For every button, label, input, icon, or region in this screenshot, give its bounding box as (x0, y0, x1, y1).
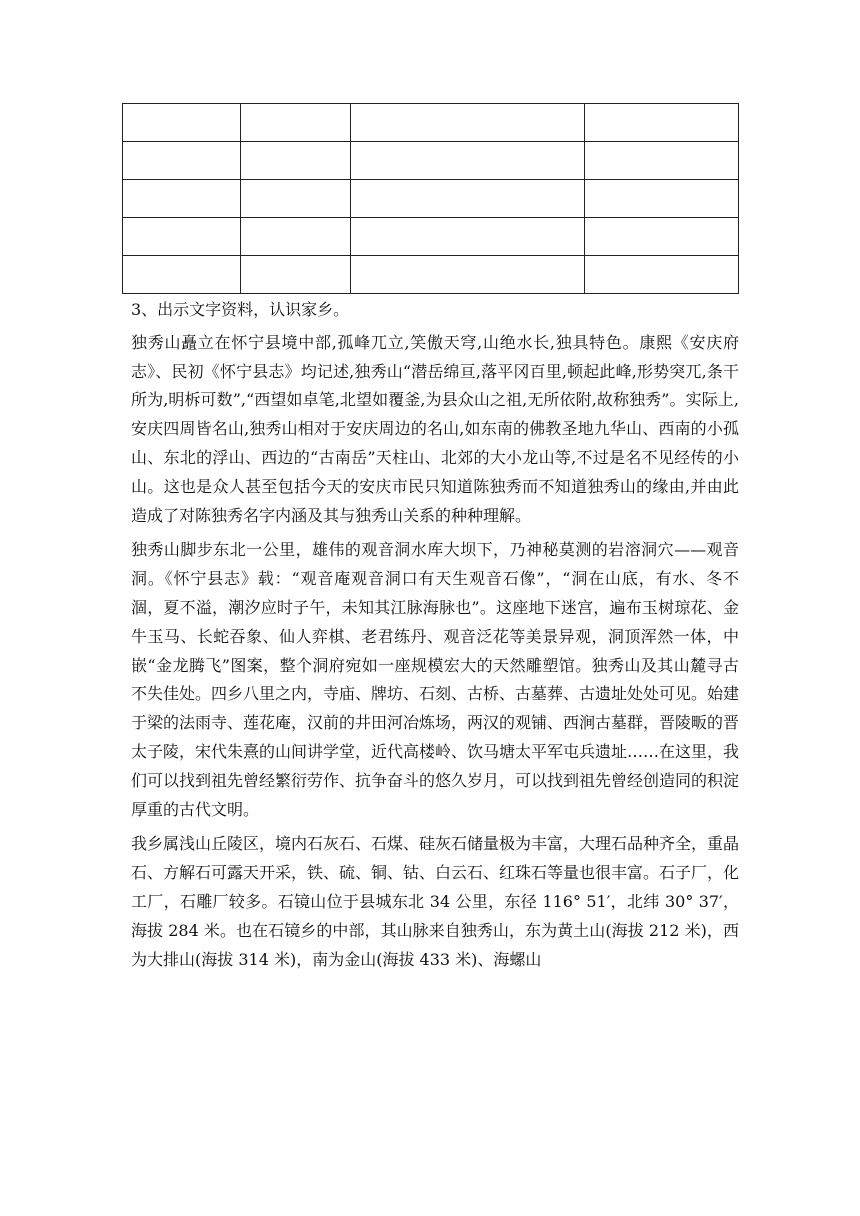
table-cell (351, 218, 585, 256)
table-cell (241, 142, 351, 180)
section-heading: 3、出示文字资料，认识家乡。 (131, 300, 350, 319)
table-cell (123, 180, 241, 218)
blank-table (122, 103, 739, 294)
table-cell (351, 142, 585, 180)
table-cell (351, 104, 585, 142)
paragraph-dux-mountain: 独秀山矗立在怀宁县境中部,孤峰兀立,笑傲天穹,山绝水长,独具特色。康熙《安庆府志》、民初《怀宁县志》均记述,独秀山“潜岳绵亘,落平冈百里,顿起此峰,形势突兀,条干所为,明柝可数”,“西望如卓笔,北望如覆釜,为县众山之祖,无所依附,故称独秀”。实际上,安庆四周皆名山,独秀山相对于安庆周边的名山,如东南的佛教圣地九华山、西南的小孤山、东北的浮山、西边的“古南岳”天柱山、北郊的大小龙山等,不过是名不见经传的小山。这也是众人甚至包括今天的安庆市民只知道陈独秀而不知道独秀山的缘由,并由此造成了对陈独秀名字内涵及其与独秀山关系的种种理解。 (131, 332, 739, 525)
table-cell (585, 256, 739, 294)
table-cell (585, 180, 739, 218)
table-cell (585, 218, 739, 256)
table-row (123, 256, 739, 294)
table-cell (241, 256, 351, 294)
table-cell (351, 256, 585, 294)
table-row (123, 180, 739, 218)
table-row (123, 142, 739, 180)
table-cell (241, 104, 351, 142)
table-cell (351, 180, 585, 218)
table-cell (585, 104, 739, 142)
table-cell (585, 142, 739, 180)
document-body (131, 296, 739, 980)
table-cell (123, 218, 241, 256)
table-cell (123, 104, 241, 142)
table-cell (123, 256, 241, 294)
table-row (123, 218, 739, 256)
paragraph-guanyin-cave: 独秀山脚步东北一公里，雄伟的观音洞水库大坝下，乃神秘莫测的岩溶洞穴——观音洞。《怀宁县志》载：“观音庵观音洞口有天生观音石像”，“洞在山底，有水、冬不涸，夏不溢，潮汐应时子午，未知其江脉海脉也”。这座地下迷宫，遍布玉树琼花、金牛玉马、长蛇吞象、仙人弈棋、老君练丹、观音泛花等美景异观，洞顶浑然一体，中嵌“金龙腾飞”图案，整个洞府宛如一座规模宏大的天然雕塑馆。独秀山及其山麓寻古不失佳处。四乡八里之内，寺庙、牌坊、石刻、古桥、古墓葬、古遗址处处可见。始建于梁的法雨寺、莲花庵，汉前的井田河冶炼场，两汉的观铺、西涧古墓群，晋陵畈的晋太子陵，宋代朱熹的山间讲学堂，近代高楼岭、饮马塘太平军屯兵遗址……在这里，我们可以找到祖先曾经繁衍劳作、抗争奋斗的悠久岁月，可以找到祖先曾经创造同的积淀厚重的古代文明。 (131, 540, 740, 819)
table-cell (241, 180, 351, 218)
table-cell (123, 142, 241, 180)
table-row (123, 104, 739, 142)
table-cell (241, 218, 351, 256)
paragraph-minerals: 我乡属浅山丘陵区，境内石灰石、石煤、硅灰石储量极为丰富，大理石品种齐全，重晶石、方解石可露天开采，铁、硫、铜、钴、白云石、红珠石等量也很丰富。石子厂，化工厂，石雕厂较多。石镜山位于县城东北 34 公里，东径 116° 51′，北纬 30° 37′，海拔 284 米。也在石镜乡的中部，其山脉来自独秀山，东为黄土山(海拔 212 米)，西为大排山(海拔 314 米)，南为金山(海拔 433 米)、海螺山 (131, 834, 740, 969)
